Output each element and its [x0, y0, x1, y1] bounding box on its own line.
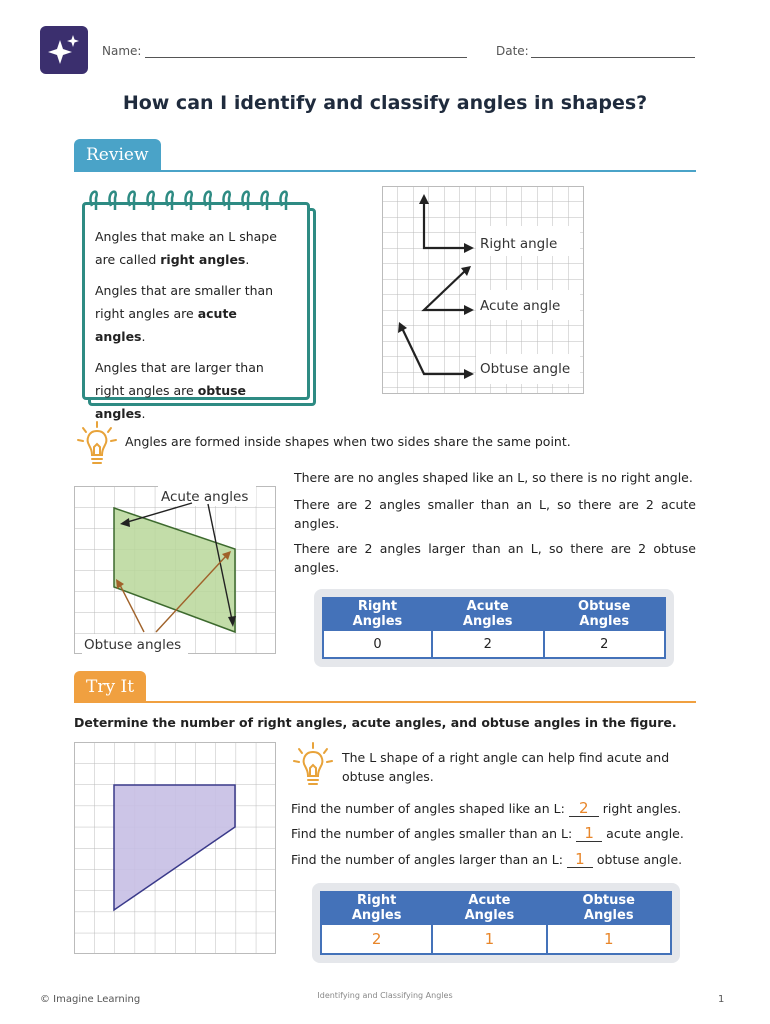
obtuse-angle-label: Obtuse angle	[480, 361, 571, 377]
name-label: Name:	[102, 44, 142, 58]
col-acute-angles: Acute Angles	[432, 892, 546, 924]
question-right: Find the number of angles shaped like an L: 2 right angles.	[291, 799, 682, 817]
cell-acute-count[interactable]: 1	[432, 924, 546, 954]
acute-obtuse-example-grid	[74, 486, 276, 654]
note-card	[82, 202, 310, 421]
date-field[interactable]	[531, 57, 695, 58]
try-it-tab: Try It	[74, 671, 146, 703]
spiral-binding-icon	[84, 184, 294, 214]
tip-l-shape: The L shape of a right angle can help find acute and obtuse angles.	[342, 750, 670, 784]
try-it-rule	[74, 701, 696, 703]
tip-shapes: Angles are formed inside shapes when two sides share the same point.	[125, 434, 571, 449]
answer-acute[interactable]: 1	[576, 826, 602, 842]
try-it-instruction: Determine the number of right angles, acute angles, and obtuse angles in the figure.	[74, 715, 677, 730]
right-angle-label: Right angle	[480, 236, 558, 252]
logo	[40, 26, 88, 74]
col-obtuse-angles: Obtuse Angles	[547, 892, 672, 924]
col-right-angles: Right Angles	[321, 892, 432, 924]
footer-copyright: © Imagine Learning	[40, 994, 141, 1005]
review-table-wrap	[314, 589, 674, 667]
acute-angle-label: Acute angle	[480, 298, 561, 314]
question-obtuse: Find the number of angles larger than an L: 1 obtuse angle.	[291, 850, 683, 868]
col-obtuse-angles: Obtuse Angles	[544, 598, 666, 630]
explanation-acute: There are 2 angles smaller than an L, so there are 2 acute angles.	[294, 497, 696, 531]
col-right-angles: Right Angles	[323, 598, 432, 630]
review-answer-table	[322, 597, 666, 659]
cell-acute-count: 2	[432, 630, 544, 658]
name-field[interactable]	[145, 57, 467, 58]
question-acute: Find the number of angles smaller than an L: 1 acute angle.	[291, 824, 684, 842]
cell-obtuse-count[interactable]: 1	[547, 924, 672, 954]
cell-right-count: 0	[323, 630, 432, 658]
cell-obtuse-count: 2	[544, 630, 666, 658]
note-acute: Angles that are smaller than right angles are acute angles.	[95, 283, 274, 344]
try-it-answer-table	[320, 891, 672, 955]
angle-types-grid	[382, 186, 584, 394]
footer-title: Identifying and Classifying Angles	[317, 991, 453, 1000]
note-right: Angles that make an L shape are called right angles.	[95, 229, 277, 267]
lightbulb-icon	[292, 741, 334, 791]
acute-angles-label: Acute angles	[161, 489, 249, 505]
page-title: How can I identify and classify angles in shapes?	[122, 92, 648, 114]
try-it-table-wrap	[312, 883, 680, 963]
lightbulb-icon	[76, 420, 118, 470]
review-rule	[74, 170, 696, 172]
answer-right[interactable]: 2	[569, 801, 599, 817]
sparkle-icon	[40, 26, 88, 74]
try-it-figure-grid	[74, 742, 276, 954]
col-acute-angles: Acute Angles	[432, 598, 544, 630]
date-label: Date:	[496, 44, 529, 58]
review-tab: Review	[74, 139, 161, 171]
cell-right-count[interactable]: 2	[321, 924, 432, 954]
page-number: 1	[718, 994, 725, 1005]
answer-obtuse[interactable]: 1	[567, 852, 593, 868]
note-obtuse: Angles that are larger than right angles are obtuse angles.	[95, 360, 264, 421]
obtuse-angles-label: Obtuse angles	[84, 637, 182, 653]
explanation-right: There are no angles shaped like an L, so there is no right angle.	[294, 470, 693, 485]
explanation-obtuse: There are 2 angles larger than an L, so there are 2 obtuse angles.	[294, 541, 696, 575]
